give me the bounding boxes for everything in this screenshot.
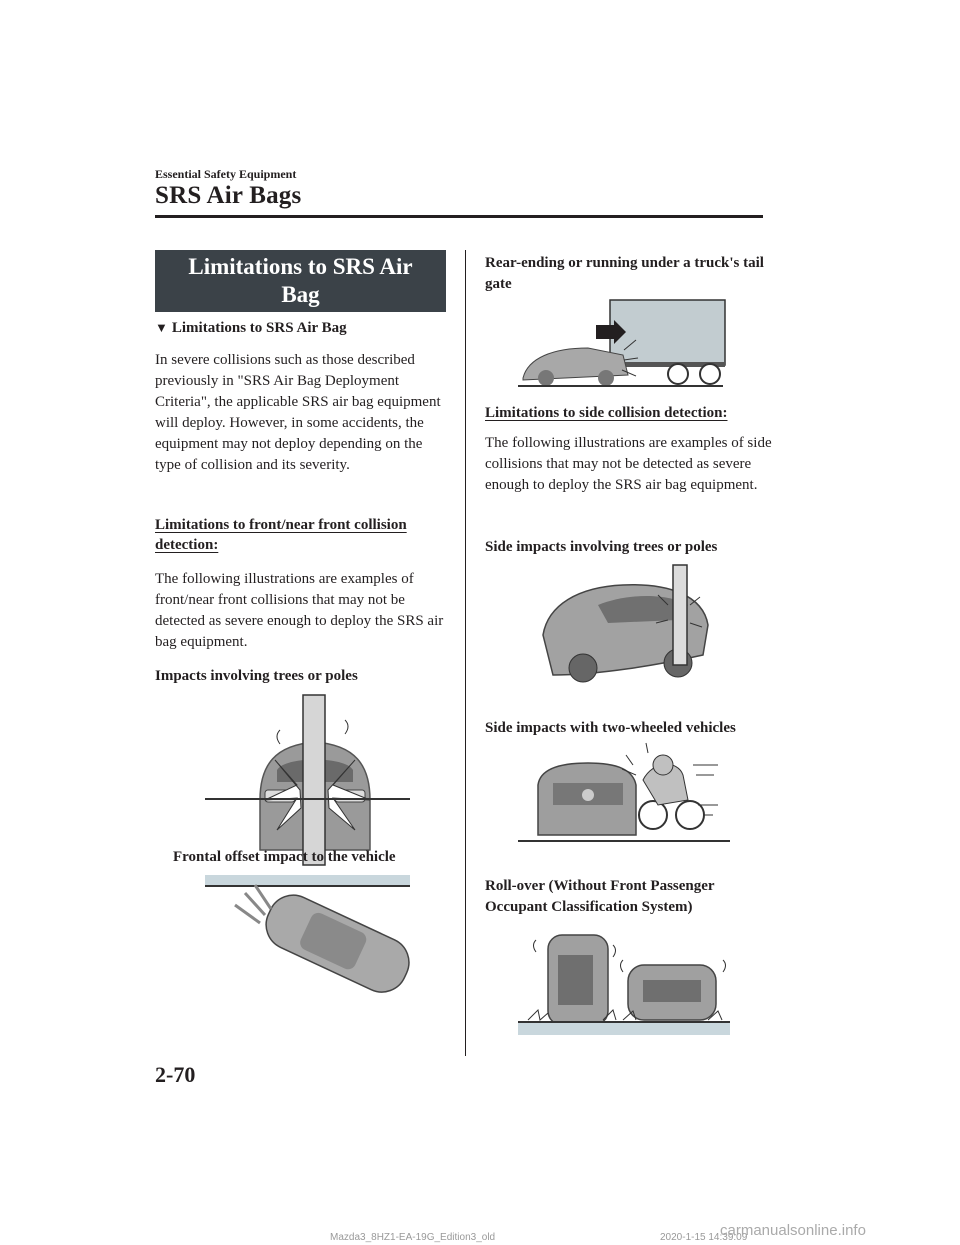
banner-line-2: Bag [281, 282, 320, 307]
header-rule [155, 215, 763, 218]
watermark: carmanualsonline.info [720, 1222, 866, 1239]
side-limitations-heading: Limitations to side collision detection: [485, 405, 728, 421]
caption-two-wheeled: Side impacts with two-wheeled vehicles [485, 720, 736, 736]
caption-side-trees: Side impacts involving trees or poles [485, 539, 718, 555]
caption-rear-ending: Rear-ending or running under a truck's tail gate [485, 255, 764, 292]
topic-banner [155, 250, 446, 312]
caption-rollover: Roll-over (Without Front Passenger Occupant Classification System) [485, 878, 715, 915]
caption-frontal-offset: Frontal offset impact to the vehicle [173, 849, 396, 865]
truck-tailgate-illustration [518, 300, 728, 392]
caption-trees-poles: Impacts involving trees or poles [155, 668, 358, 684]
front-limitations-heading: Limitations to front/near front collision detection: [155, 517, 407, 553]
two-wheeled-illustration [518, 745, 730, 845]
banner-line-1: Limitations to SRS Air [188, 254, 413, 279]
side-limitations-paragraph: The following illustrations are examples of side collisions that may not be detected as severe enough to deploy the SRS air bag equipment. [485, 435, 772, 493]
page-title: SRS Air Bags [155, 182, 302, 209]
footer-left: Mazda3_8HZ1-EA-19G_Edition3_old [330, 1232, 496, 1243]
column-divider [465, 250, 466, 1056]
page-number: 2-70 [155, 1062, 196, 1087]
triangle-marker-icon: ▼ [155, 320, 168, 335]
subsection-heading [155, 320, 347, 337]
intro-paragraph: In severe collisions such as those described previously in "SRS Air Bag Deployment Criteria", the applicable SRS air bag equipment will deploy. However, in some accidents, the equipment may not deploy depending on the type of collision and its severity. [155, 352, 441, 473]
section-kicker: Essential Safety Equipment [155, 167, 297, 181]
front-pole-impact-illustration [205, 690, 415, 860]
front-limitations-paragraph: The following illustrations are examples of front/near front collisions that may not be detected as severe enough to deploy the SRS air bag equipment. [155, 571, 444, 650]
footer-right: 2020-1-15 14:39:09 [660, 1232, 748, 1243]
rollover-illustration [518, 925, 730, 1040]
subsection-heading-text: Limitations to SRS Air Bag [171, 320, 347, 336]
side-pole-illustration [538, 565, 713, 695]
frontal-offset-illustration [205, 875, 415, 985]
